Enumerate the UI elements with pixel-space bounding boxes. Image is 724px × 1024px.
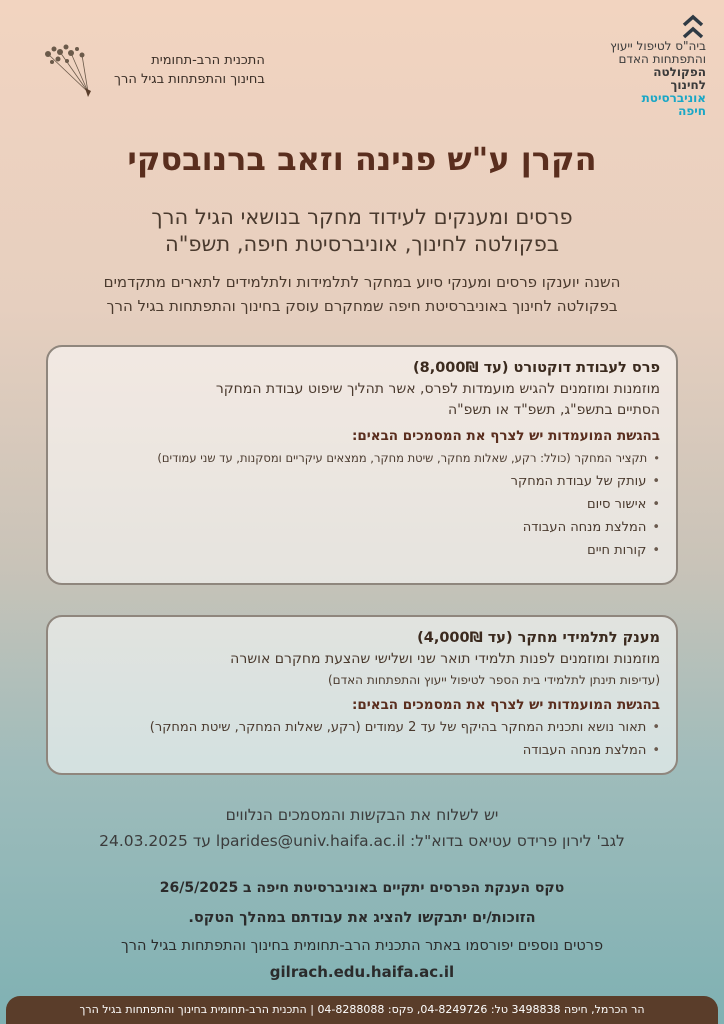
- submission-until: עד: [192, 832, 211, 850]
- research-grant-box: [46, 615, 678, 775]
- research-docs-heading: בהגשת המועמדות יש לצרף את המסמכים הבאים:: [351, 697, 660, 713]
- page-title: הקרן ע"ש פנינה וזאב ברנובסקי: [127, 140, 597, 178]
- school-name-line1: ביה"ס לטיפול ייעוץ: [610, 39, 706, 53]
- ceremony-info: [0, 873, 724, 985]
- program-name-line1: התכנית הרב-תחומית: [151, 53, 265, 68]
- university-logo: [606, 14, 706, 118]
- contact-email-link[interactable]: lparides@univ.haifa.ac.il: [215, 832, 406, 850]
- submission-contact: לגב' לירון פרידס עטיאס בדוא"ל:: [410, 832, 625, 850]
- submission-deadline: 24.03.2025: [99, 832, 188, 850]
- faculty-line1: הפקולטה: [653, 65, 706, 79]
- list-item: • המלצת מנחה העבודה: [64, 516, 660, 539]
- school-name-line2: והתפתחות האדם: [618, 52, 706, 66]
- list-item: • תאור נושא ותכנית המחקר בהיקף של עד 2 עמודים (רקע, שאלות המחקר, שיטת המחקר): [64, 716, 660, 739]
- program-name-line2: בחינוך והתפתחות בגיל הרך: [114, 72, 265, 87]
- university-line2: חיפה: [678, 104, 706, 118]
- intro-line1: השנה יוענקו פרסים ומענקי סיוע במחקר לתלמידות ולתלמידים לתארים מתקדמים: [103, 273, 621, 291]
- research-grant-title: מענק לתלמידי מחקר (עד 4,000₪): [417, 630, 660, 646]
- website-link[interactable]: gilrach.edu.haifa.ac.il: [269, 963, 455, 981]
- list-item: • תקציר המחקר (כולל: רקע, שאלות מחקר, שיטת מחקר, ממצאים עיקריים ומסקנות, עד שני עמודים): [64, 447, 660, 470]
- faculty-line2: לחינוך: [670, 78, 706, 92]
- list-item: • עותק של עבודת המחקר: [64, 470, 660, 493]
- research-docs-list: [64, 716, 660, 762]
- footer-contact: הר הכרמל, חיפה 3498838 טל: 04-8249726, פקס: 04-8288088 | התכנית הרב-תחומית בחינוך והתפתחות בגיל הרך: [6, 996, 718, 1024]
- ceremony-line2: הזוכות/ים יתבקשו להציג את עבודתם במהלך הטקס.: [188, 910, 536, 926]
- ceremony-line3: פרטים נוספים יפורסמו באתר התכנית הרב-תחומית בחינוך והתפתחות בגיל הרך: [120, 938, 604, 954]
- program-logo: [40, 40, 265, 100]
- doctoral-prize-box: [46, 345, 678, 585]
- intro-text: [30, 270, 694, 318]
- dandelion-kite-icon: [40, 40, 106, 100]
- research-grant-text2: (עדיפות תינתן לתלמידי בית הספר לטיפול ייעוץ והתפתחות האדם): [327, 673, 660, 687]
- subtitle: [0, 204, 724, 258]
- doctoral-prize-text1: מוזמנות ומוזמנים להגיש מועמדות לפרס, אשר תהליך שיפוט עבודת המחקר: [215, 381, 660, 397]
- submission-line2: [0, 828, 724, 854]
- ceremony-line1: טקס הענקת הפרסים יתקיים באוניברסיטת חיפה ב 26/5/2025: [159, 880, 565, 896]
- doctoral-docs-heading: בהגשת המועמדות יש לצרף את המסמכים הבאים:: [351, 428, 660, 444]
- doctoral-prize-text2: הסתיים בתשפ"ג, תשפ"ד או תשפ"ה: [448, 402, 660, 418]
- chevron-logo-icon: [682, 14, 704, 40]
- doctoral-prize-title: פרס לעבודת דוקטורט (עד 8,000₪): [412, 360, 660, 376]
- submission-line1: יש לשלוח את הבקשות והמסמכים הנלווים: [225, 806, 499, 824]
- list-item: • אישור סיום: [64, 493, 660, 516]
- list-item: • קורות חיים: [64, 539, 660, 562]
- subtitle-line1: פרסים ומענקים לעידוד מחקר בנושאי הגיל הרך: [151, 205, 573, 229]
- research-grant-text1: מוזמנות ומוזמנים לפנות תלמידי תואר שני ושלישי שהצעת מחקרם אושרה: [230, 651, 660, 667]
- doctoral-docs-list: [64, 447, 660, 562]
- submission-info: [0, 802, 724, 854]
- subtitle-line2: בפקולטה לחינוך, אוניברסיטת חיפה, תשפ"ה: [165, 232, 559, 256]
- list-item: • המלצת מנחה העבודה: [64, 739, 660, 762]
- intro-line2: בפקולטה לחינוך באוניברסיטת חיפה שמחקרם עוסק בחינוך והתפתחות בגיל הרך: [106, 297, 618, 315]
- university-line1: אוניברסיטת: [641, 91, 706, 105]
